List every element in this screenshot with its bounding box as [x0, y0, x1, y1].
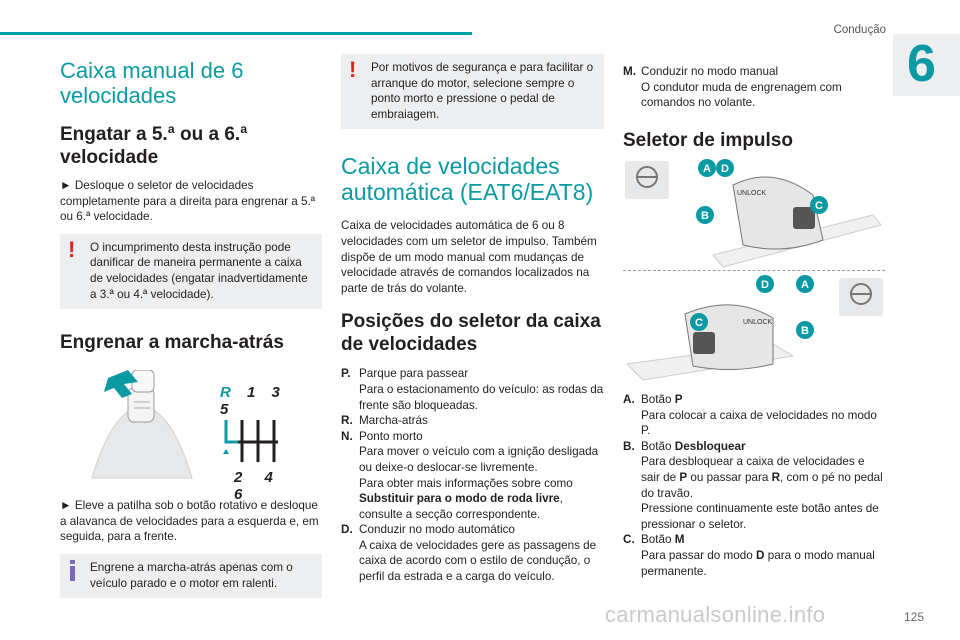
button-C: C. Botão M Para passar do modo D para o modo manual permanente.: [623, 533, 875, 578]
gear-pattern: [220, 384, 290, 503]
column-1: [60, 54, 322, 598]
selector-illustration-bottom: [623, 274, 885, 386]
label-A-top: A: [703, 163, 711, 175]
illustration-divider: [623, 270, 885, 271]
page-number: 125: [903, 610, 924, 624]
chapter-number: 6: [893, 34, 960, 96]
paragraph-engage-5-6: ► Desloque o seletor de velocidades completamente para a direita para engrenar a 5.ª ou 6.ª velocidade.: [60, 179, 316, 224]
warning-text-2: Por motivos de segurança e para facilitar o arranque do motor, selecione sempre o ponto morto e pressione o pedal de embraiagem.: [371, 61, 594, 121]
reverse-illustration: [60, 370, 322, 504]
position-R: R. Marcha-atrás: [341, 414, 428, 428]
column-2: [341, 54, 604, 585]
warning-box-2: [341, 54, 604, 129]
button-B: B. Botão Desbloquear Para desbloquear a caixa de velocidades e sair de P ou passar para R, com o pé no pedal do travão. Pressione continuamente este botão antes de pressionar o seletor.: [623, 439, 883, 531]
label-C-top: C: [815, 200, 823, 212]
label-D-top: D: [721, 163, 729, 175]
label-A-bottom: A: [801, 279, 809, 291]
section-title-automatic: Caixa de velocidades automática (EAT6/EAT8): [341, 153, 594, 206]
unlock-label-bottom: UNLOCK: [743, 319, 773, 326]
label-D-bottom: D: [761, 279, 769, 291]
warning-icon: !: [349, 57, 357, 82]
position-M: M. Conduzir no modo manual O condutor muda de engrenagem com comandos no volante.: [623, 65, 842, 110]
heading-reverse: Engrenar a marcha-atrás: [60, 332, 284, 354]
gear-pattern-lines: [220, 418, 290, 464]
watermark: carmanualsonline.info: [605, 602, 826, 627]
heading-engage-5-6: Engatar a 5.ª ou a 6.ª velocidade: [60, 124, 248, 168]
warning-text-1: O incumprimento desta instrução pode danificar de maneira permanente a caixa de velocidades (engatar inadvertidamente a 3.ª ou 4.ª velocidade).: [90, 240, 308, 301]
button-list: [623, 392, 885, 579]
section-title-manual: Caixa manual de 6 velocidades: [60, 58, 244, 108]
header-accent-bar: [0, 32, 472, 35]
info-text-1: Engrene a marcha-atrás apenas com o veículo parado e o motor em ralenti.: [90, 560, 293, 590]
info-icon: [70, 560, 75, 582]
warning-icon: !: [68, 236, 76, 262]
position-D: D. Conduzir no modo automático A caixa de velocidades gere as passagens de caixa de acordo com o estilo de condução, o perfil da estrada e a carga do veículo.: [341, 523, 597, 584]
positions-list: [341, 366, 604, 584]
column-3: [623, 64, 885, 152]
position-N: N. Ponto morto Para mover o veículo com a ignição desligada ou deixe-o deslocar-se livremente. Para obter mais informações sobre como Substituir para o modo de roda livre, consulte a secção correspondente.: [341, 429, 599, 521]
info-box-1: [60, 554, 322, 598]
label-B-top: B: [701, 210, 709, 222]
gear-pattern-top: R 1 3 5: [220, 384, 286, 419]
unlock-label-top: UNLOCK: [737, 190, 767, 197]
link-freewheel: Substituir para o modo de roda livre: [359, 492, 560, 506]
label-C-bottom: C: [695, 317, 703, 329]
heading-impulse-selector: Seletor de impulso: [623, 129, 793, 151]
paragraph-automatic-intro: Caixa de velocidades automática de 6 ou 8 velocidades com um seletor de impulso. Também dispõe de um modo manual com mudanças de velocidade através de comandos localizados na parte de trás do volante.: [341, 219, 597, 295]
position-P: P. Parque para passear Para o estacionamento do veículo: as rodas da frente são bloqueadas.: [341, 367, 604, 412]
gear-pattern-bottom: 2 4 6: [234, 469, 282, 504]
label-B-bottom: B: [801, 325, 809, 337]
warning-box-1: [60, 234, 322, 309]
paragraph-reverse: ► Eleve a patilha sob o botão rotativo e desloque a alavanca de velocidades para a esquerda e, em seguida, para a frente.: [60, 499, 319, 544]
selector-illustration-top: [623, 155, 885, 267]
button-A: A. Botão P Para colocar a caixa de velocidades no modo P.: [623, 393, 877, 438]
header-section-title: Condução: [833, 24, 886, 36]
heading-selector-positions: Posições do seletor da caixa de velocidades: [341, 311, 601, 356]
